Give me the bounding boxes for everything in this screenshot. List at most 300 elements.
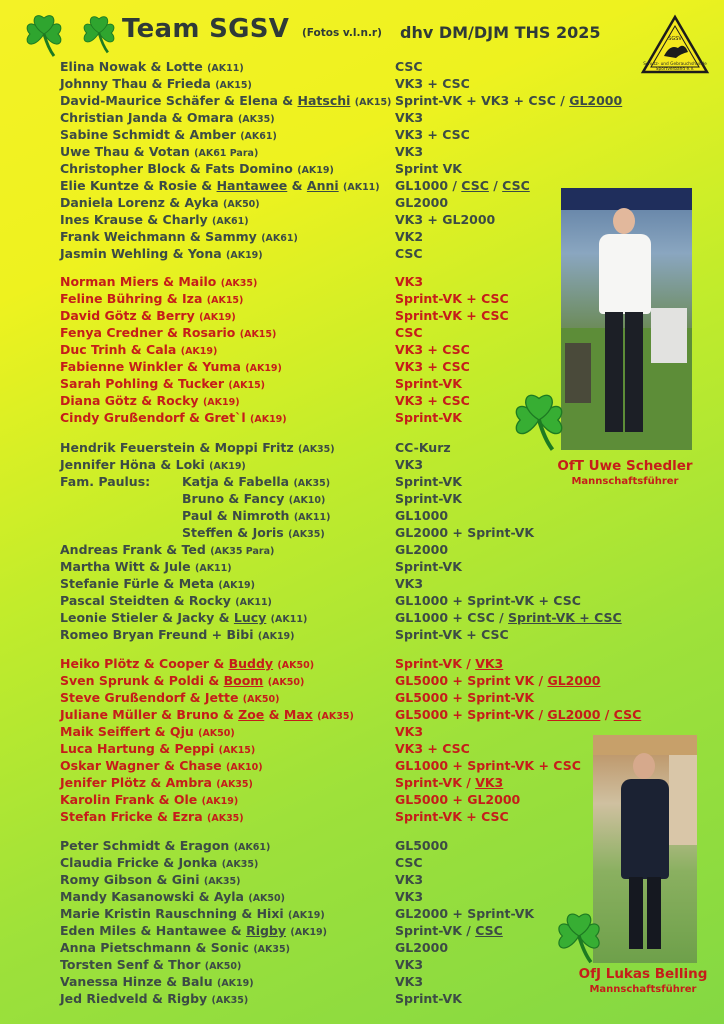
roster-row bbox=[60, 160, 640, 177]
name-text: & bbox=[287, 178, 307, 193]
underlined-discipline: GL2000 bbox=[547, 707, 601, 722]
discipline-text: VK3 bbox=[395, 576, 424, 591]
discipline-text: GL5000 bbox=[395, 838, 449, 853]
discipline bbox=[395, 575, 423, 592]
discipline-text: CC-Kurz bbox=[395, 440, 451, 455]
discipline bbox=[395, 307, 509, 324]
discipline-text: Sprint-VK + CSC bbox=[395, 308, 509, 323]
discipline bbox=[395, 837, 448, 854]
roster-row bbox=[60, 177, 640, 194]
roster-row bbox=[60, 575, 640, 592]
name-text: Heiko Plötz & Cooper & bbox=[60, 656, 229, 671]
discipline-text: GL1000 + CSC / bbox=[395, 610, 509, 625]
discipline bbox=[395, 854, 423, 871]
discipline-text: VK3 bbox=[395, 724, 424, 739]
age-class: (AK35) bbox=[253, 944, 290, 955]
underlined-name: Zoe bbox=[238, 707, 265, 722]
discipline bbox=[395, 324, 423, 341]
roster-row bbox=[60, 341, 640, 358]
roster-row bbox=[60, 837, 640, 854]
name-text: Frank Weichmann & Sammy bbox=[60, 229, 257, 244]
roster-row bbox=[60, 655, 640, 672]
age-class: (AK15) bbox=[215, 80, 252, 91]
name-text: & bbox=[264, 707, 284, 722]
underlined-name: Max bbox=[283, 707, 313, 722]
roster-row bbox=[60, 409, 640, 426]
discipline bbox=[395, 757, 581, 774]
discipline bbox=[395, 672, 600, 689]
discipline bbox=[395, 689, 534, 706]
discipline bbox=[395, 490, 462, 507]
discipline-text: VK3 + CSC bbox=[395, 359, 470, 374]
discipline-text: Sprint-VK + CSC bbox=[395, 809, 509, 824]
roster-row bbox=[60, 609, 640, 626]
name-text: Romeo Bryan Freund + Bibi bbox=[60, 627, 254, 642]
name-text: Daniela Lorenz & Ayka bbox=[60, 195, 219, 210]
age-class: (AK11) bbox=[293, 512, 331, 523]
family-label: Fam. Paulus: bbox=[60, 474, 151, 489]
caption-uwe-name: OfT Uwe Schedler bbox=[557, 458, 693, 474]
discipline bbox=[395, 273, 423, 290]
name-text: Ines Krause & Charly bbox=[60, 212, 208, 227]
shamrock-icon bbox=[18, 8, 70, 60]
discipline bbox=[395, 228, 423, 245]
name-text: Jasmin Wehling & Yona bbox=[60, 246, 222, 261]
age-class: (AK61) bbox=[212, 216, 249, 227]
underlined-discipline: GL2000 bbox=[547, 673, 601, 688]
roster-row bbox=[60, 774, 640, 791]
discipline bbox=[395, 791, 520, 808]
roster-row bbox=[60, 109, 640, 126]
discipline-text: GL5000 + Sprint-VK / bbox=[395, 707, 548, 722]
roster-row bbox=[60, 490, 640, 507]
name-text: Katja & Fabella bbox=[182, 474, 290, 489]
underlined-name: Anni bbox=[306, 178, 339, 193]
age-class: (AK35) bbox=[317, 711, 354, 722]
discipline bbox=[395, 439, 451, 456]
name-text: Leonie Stieler & Jacky & bbox=[60, 610, 234, 625]
name-text: Jed Riedveld & Rigby bbox=[60, 991, 208, 1006]
discipline-text: GL1000 / bbox=[395, 178, 462, 193]
name-text: Stefan Fricke & Ezra bbox=[60, 809, 203, 824]
age-class: (AK19) bbox=[245, 363, 282, 374]
roster-row bbox=[60, 307, 640, 324]
age-class: (AK35) bbox=[237, 114, 275, 125]
age-class: (AK61 Para) bbox=[194, 148, 259, 159]
discipline bbox=[395, 375, 462, 392]
underlined-name: Rigby bbox=[246, 923, 287, 938]
discipline-text: CSC bbox=[395, 246, 423, 261]
age-class: (AK15) bbox=[354, 97, 392, 108]
age-class: (AK19) bbox=[226, 250, 263, 261]
discipline-text: Sprint-VK bbox=[395, 474, 462, 489]
name-text: Duc Trinh & Cala bbox=[60, 342, 177, 357]
age-class: (AK19) bbox=[250, 414, 287, 425]
age-class: (AK61) bbox=[233, 842, 271, 853]
roster-row bbox=[60, 245, 640, 262]
age-class: (AK11) bbox=[235, 597, 272, 608]
age-class: (AK15) bbox=[218, 745, 256, 756]
discipline-text: Sprint-VK + CSC bbox=[395, 291, 509, 306]
discipline-text: Sprint-VK bbox=[395, 559, 462, 574]
discipline bbox=[395, 58, 423, 75]
roster-row bbox=[60, 358, 640, 375]
page-subtitle: (Fotos v.l.n.r) bbox=[302, 27, 382, 39]
underlined-name: Buddy bbox=[228, 656, 274, 671]
caption-lukas-name: OfJ Lukas Belling bbox=[578, 966, 708, 982]
discipline bbox=[395, 774, 503, 791]
discipline bbox=[395, 558, 462, 575]
roster-row bbox=[60, 273, 640, 290]
discipline bbox=[395, 392, 470, 409]
roster-row bbox=[60, 211, 640, 228]
discipline-text: Sprint-VK bbox=[395, 376, 462, 391]
roster-row bbox=[60, 439, 640, 456]
roster-row bbox=[60, 524, 640, 541]
roster-row bbox=[60, 888, 640, 905]
age-class: (AK50) bbox=[277, 660, 315, 671]
discipline bbox=[395, 922, 503, 939]
discipline bbox=[395, 341, 470, 358]
discipline bbox=[395, 126, 470, 143]
discipline-text: Sprint-VK bbox=[395, 491, 462, 506]
age-class: (AK35) bbox=[220, 278, 258, 289]
roster-row bbox=[60, 228, 640, 245]
discipline bbox=[395, 75, 470, 92]
discipline bbox=[395, 473, 462, 490]
underlined-discipline: VK3 bbox=[475, 656, 504, 671]
age-class: (AK35 Para) bbox=[210, 546, 275, 557]
discipline-text: GL1000 + Sprint-VK + CSC bbox=[395, 758, 581, 773]
age-class: (AK50) bbox=[242, 694, 280, 705]
team-name bbox=[60, 990, 248, 1009]
caption-lukas-role: Mannschaftsführer bbox=[589, 984, 697, 995]
age-class: (AK50) bbox=[223, 199, 260, 210]
roster-row bbox=[60, 689, 640, 706]
discipline bbox=[395, 655, 503, 672]
name-text: Hendrik Feuerstein & Moppi Fritz bbox=[60, 440, 294, 455]
roster-row bbox=[60, 626, 640, 643]
age-class: (AK11) bbox=[270, 614, 308, 625]
page-title: Team SGSV bbox=[122, 14, 290, 44]
discipline-text: CSC bbox=[395, 855, 423, 870]
discipline bbox=[395, 871, 423, 888]
underlined-discipline: GL2000 bbox=[569, 93, 623, 108]
age-class: (AK19) bbox=[201, 796, 239, 807]
age-class: (AK35) bbox=[298, 444, 335, 455]
discipline-text: VK3 bbox=[395, 110, 424, 125]
discipline-text: VK3 + CSC bbox=[395, 76, 470, 91]
discipline-text: VK3 + CSC bbox=[395, 393, 470, 408]
discipline-text: VK3 bbox=[395, 957, 424, 972]
discipline-text: / bbox=[488, 178, 503, 193]
discipline-text: Sprint-VK + VK3 + CSC / bbox=[395, 93, 570, 108]
roster-row bbox=[60, 194, 640, 211]
discipline bbox=[395, 211, 495, 228]
name-text: Claudia Fricke & Jonka bbox=[60, 855, 218, 870]
team-name bbox=[60, 808, 244, 827]
discipline bbox=[395, 723, 423, 740]
name-text: Luca Hartung & Peppi bbox=[60, 741, 215, 756]
age-class: (AK19) bbox=[216, 978, 254, 989]
name-text: David Götz & Berry bbox=[60, 308, 195, 323]
roster-row bbox=[60, 592, 640, 609]
logo-text: Schutz- und Gebrauchshunde Sportverband e.V. bbox=[643, 62, 707, 72]
roster-row bbox=[60, 92, 640, 109]
age-class: (AK50) bbox=[267, 677, 305, 688]
discipline bbox=[395, 626, 509, 643]
discipline bbox=[395, 990, 462, 1007]
discipline-text: VK3 + CSC bbox=[395, 127, 470, 142]
roster-row bbox=[60, 757, 640, 774]
discipline-text: GL2000 + Sprint-VK bbox=[395, 906, 535, 921]
age-class: (AK19) bbox=[218, 580, 256, 591]
name-text: Martha Witt & Jule bbox=[60, 559, 191, 574]
name-text: Oskar Wagner & Chase bbox=[60, 758, 222, 773]
name-text: Elie Kuntze & Rosie & bbox=[60, 178, 217, 193]
discipline bbox=[395, 706, 641, 723]
age-class: (AK19) bbox=[288, 910, 325, 921]
age-class: (AK15) bbox=[239, 329, 277, 340]
name-text: Anna Pietschmann & Sonic bbox=[60, 940, 249, 955]
name-text: Sabine Schmidt & Amber bbox=[60, 127, 236, 142]
discipline bbox=[395, 609, 622, 626]
discipline bbox=[395, 592, 581, 609]
discipline bbox=[395, 245, 423, 262]
discipline bbox=[395, 358, 470, 375]
age-class: (AK50) bbox=[198, 728, 235, 739]
roster-row bbox=[60, 672, 640, 689]
discipline-text: GL1000 + Sprint-VK + CSC bbox=[395, 593, 581, 608]
roster-row bbox=[60, 324, 640, 341]
roster-row bbox=[60, 473, 640, 490]
discipline bbox=[395, 177, 530, 194]
discipline-text: VK2 bbox=[395, 229, 424, 244]
event-title: dhv DM/DJM THS 2025 bbox=[400, 23, 601, 42]
discipline bbox=[395, 956, 423, 973]
name-text: Peter Schmidt & Eragon bbox=[60, 838, 230, 853]
discipline-text: Sprint-VK bbox=[395, 991, 462, 1006]
discipline-text: GL1000 bbox=[395, 508, 449, 523]
roster-row bbox=[60, 723, 640, 740]
underlined-name: Hatschi bbox=[297, 93, 351, 108]
discipline-text: VK3 bbox=[395, 872, 424, 887]
team-name bbox=[60, 409, 287, 428]
discipline-text: Sprint-VK / bbox=[395, 656, 476, 671]
name-text: Diana Götz & Rocky bbox=[60, 393, 199, 408]
roster-row bbox=[60, 990, 640, 1007]
name-text: Mandy Kasanowski & Ayla bbox=[60, 889, 244, 904]
age-class: (AK11) bbox=[195, 563, 232, 574]
age-class: (AK19) bbox=[257, 631, 295, 642]
discipline-text: VK3 bbox=[395, 889, 424, 904]
name-text: Paul & Nimroth bbox=[182, 508, 290, 523]
name-text: David-Maurice Schäfer & Elena & bbox=[60, 93, 298, 108]
underlined-discipline: CSC bbox=[502, 178, 530, 193]
name-text: Elina Nowak & Lotte bbox=[60, 59, 203, 74]
name-text: Sven Sprunk & Poldi & bbox=[60, 673, 224, 688]
roster-row bbox=[60, 58, 640, 75]
discipline-text: Sprint VK bbox=[395, 161, 462, 176]
age-class: (AK11) bbox=[207, 63, 244, 74]
discipline-text: Sprint-VK + CSC bbox=[395, 627, 509, 642]
name-text: Eden Miles & Hantawee & bbox=[60, 923, 247, 938]
name-text: Andreas Frank & Ted bbox=[60, 542, 206, 557]
roster-row bbox=[60, 143, 640, 160]
age-class: (AK35) bbox=[293, 478, 331, 489]
age-class: (AK19) bbox=[202, 397, 240, 408]
discipline bbox=[395, 905, 534, 922]
roster-row bbox=[60, 375, 640, 392]
age-class: (AK15) bbox=[228, 380, 266, 391]
discipline bbox=[395, 143, 423, 160]
roster-row bbox=[60, 808, 640, 825]
name-text: Romy Gibson & Gini bbox=[60, 872, 200, 887]
name-text: Pascal Steidten & Rocky bbox=[60, 593, 231, 608]
discipline bbox=[395, 109, 423, 126]
name-text: Marie Kristin Rauschning & Hixi bbox=[60, 906, 284, 921]
discipline-text: GL5000 + Sprint VK / bbox=[395, 673, 548, 688]
name-text: Stefanie Fürle & Meta bbox=[60, 576, 215, 591]
roster-row bbox=[60, 541, 640, 558]
discipline bbox=[395, 194, 448, 211]
roster-row bbox=[60, 507, 640, 524]
name-text: Christian Janda & Omara bbox=[60, 110, 234, 125]
name-text: Torsten Senf & Thor bbox=[60, 957, 201, 972]
roster-row bbox=[60, 922, 640, 939]
age-class: (AK19) bbox=[290, 927, 328, 938]
age-class: (AK15) bbox=[206, 295, 244, 306]
discipline-text: VK3 + CSC bbox=[395, 741, 470, 756]
name-text: Johnny Thau & Frieda bbox=[60, 76, 211, 91]
discipline bbox=[395, 740, 470, 757]
discipline bbox=[395, 973, 423, 990]
age-class: (AK61) bbox=[240, 131, 277, 142]
name-text: Steffen & Joris bbox=[182, 525, 284, 540]
logo-letters: SGSV bbox=[668, 36, 682, 42]
name-text: Cindy Grußendorf & Gret`l bbox=[60, 410, 246, 425]
age-class: (AK19) bbox=[180, 346, 218, 357]
underlined-discipline: Sprint-VK + CSC bbox=[508, 610, 622, 625]
underlined-discipline: VK3 bbox=[475, 775, 504, 790]
discipline-text: VK3 bbox=[395, 974, 424, 989]
discipline-text: GL2000 + Sprint-VK bbox=[395, 525, 535, 540]
discipline-text: VK3 bbox=[395, 274, 424, 289]
age-class: (AK50) bbox=[204, 961, 242, 972]
discipline-text: VK3 bbox=[395, 457, 424, 472]
age-class: (AK19) bbox=[297, 165, 334, 176]
age-class: (AK19) bbox=[209, 461, 246, 472]
caption-uwe-role: Mannschaftsführer bbox=[571, 476, 679, 487]
discipline bbox=[395, 290, 509, 307]
discipline bbox=[395, 160, 462, 177]
discipline-text: GL2000 bbox=[395, 940, 449, 955]
team-name bbox=[60, 626, 295, 645]
discipline-text: VK3 + GL2000 bbox=[395, 212, 496, 227]
age-class: (AK10) bbox=[226, 762, 263, 773]
roster-row bbox=[60, 456, 640, 473]
roster-row bbox=[60, 740, 640, 757]
age-class: (AK50) bbox=[248, 893, 285, 904]
discipline-text: CSC bbox=[395, 325, 423, 340]
name-text: Maik Seiffert & Qju bbox=[60, 724, 194, 739]
name-text: Feline Bühring & Iza bbox=[60, 291, 203, 306]
roster-row bbox=[60, 392, 640, 409]
shamrock-icon bbox=[76, 10, 122, 56]
age-class: (AK35) bbox=[216, 779, 253, 790]
name-text: Sarah Pohling & Tucker bbox=[60, 376, 225, 391]
name-text: Christopher Block & Fats Domino bbox=[60, 161, 293, 176]
discipline bbox=[395, 409, 462, 426]
underlined-name: Lucy bbox=[233, 610, 267, 625]
discipline-text: Sprint-VK / bbox=[395, 923, 476, 938]
discipline-text: Sprint-VK bbox=[395, 410, 462, 425]
age-class: (AK19) bbox=[199, 312, 236, 323]
discipline-text: VK3 bbox=[395, 144, 424, 159]
underlined-discipline: CSC bbox=[461, 178, 489, 193]
roster-row bbox=[60, 290, 640, 307]
age-class: (AK35) bbox=[203, 876, 241, 887]
roster-row bbox=[60, 854, 640, 871]
name-text: Fabienne Winkler & Yuma bbox=[60, 359, 241, 374]
discipline bbox=[395, 808, 509, 825]
discipline bbox=[395, 939, 448, 956]
name-text: Vanessa Hinze & Balu bbox=[60, 974, 213, 989]
roster-row bbox=[60, 75, 640, 92]
roster-row bbox=[60, 706, 640, 723]
discipline-text: GL5000 + GL2000 bbox=[395, 792, 521, 807]
age-class: (AK61) bbox=[261, 233, 298, 244]
name-text: Jennifer Höna & Loki bbox=[60, 457, 205, 472]
discipline bbox=[395, 456, 423, 473]
age-class: (AK35) bbox=[211, 995, 249, 1006]
name-text: Norman Miers & Mailo bbox=[60, 274, 217, 289]
discipline bbox=[395, 92, 622, 109]
discipline-text: GL2000 bbox=[395, 542, 449, 557]
roster-row bbox=[60, 939, 640, 956]
age-class: (AK10) bbox=[288, 495, 326, 506]
age-class: (AK35) bbox=[288, 529, 325, 540]
underlined-discipline: CSC bbox=[613, 707, 642, 722]
discipline-text: VK3 + CSC bbox=[395, 342, 470, 357]
name-text: Bruno & Fancy bbox=[182, 491, 285, 506]
age-class: (AK35) bbox=[207, 813, 244, 824]
roster-row bbox=[60, 558, 640, 575]
roster-row bbox=[60, 905, 640, 922]
discipline-text: CSC bbox=[395, 59, 423, 74]
name-text: Fenya Credner & Rosario bbox=[60, 325, 236, 340]
discipline bbox=[395, 507, 448, 524]
underlined-discipline: CSC bbox=[475, 923, 503, 938]
roster-row bbox=[60, 126, 640, 143]
discipline-text: Sprint-VK / bbox=[395, 775, 476, 790]
discipline-text: GL2000 bbox=[395, 195, 449, 210]
discipline-text: GL5000 + Sprint-VK bbox=[395, 690, 535, 705]
discipline bbox=[395, 524, 534, 541]
roster-row bbox=[60, 871, 640, 888]
team-name bbox=[60, 245, 263, 264]
underlined-name: Hantawee bbox=[216, 178, 288, 193]
name-text: Jenifer Plötz & Ambra bbox=[60, 775, 212, 790]
age-class: (AK11) bbox=[343, 182, 380, 193]
underlined-name: Boom bbox=[223, 673, 264, 688]
roster-row bbox=[60, 791, 640, 808]
discipline bbox=[395, 541, 448, 558]
name-text: Karolin Frank & Ole bbox=[60, 792, 198, 807]
name-text: Juliane Müller & Bruno & bbox=[60, 707, 239, 722]
discipline bbox=[395, 888, 423, 905]
roster-row bbox=[60, 973, 640, 990]
